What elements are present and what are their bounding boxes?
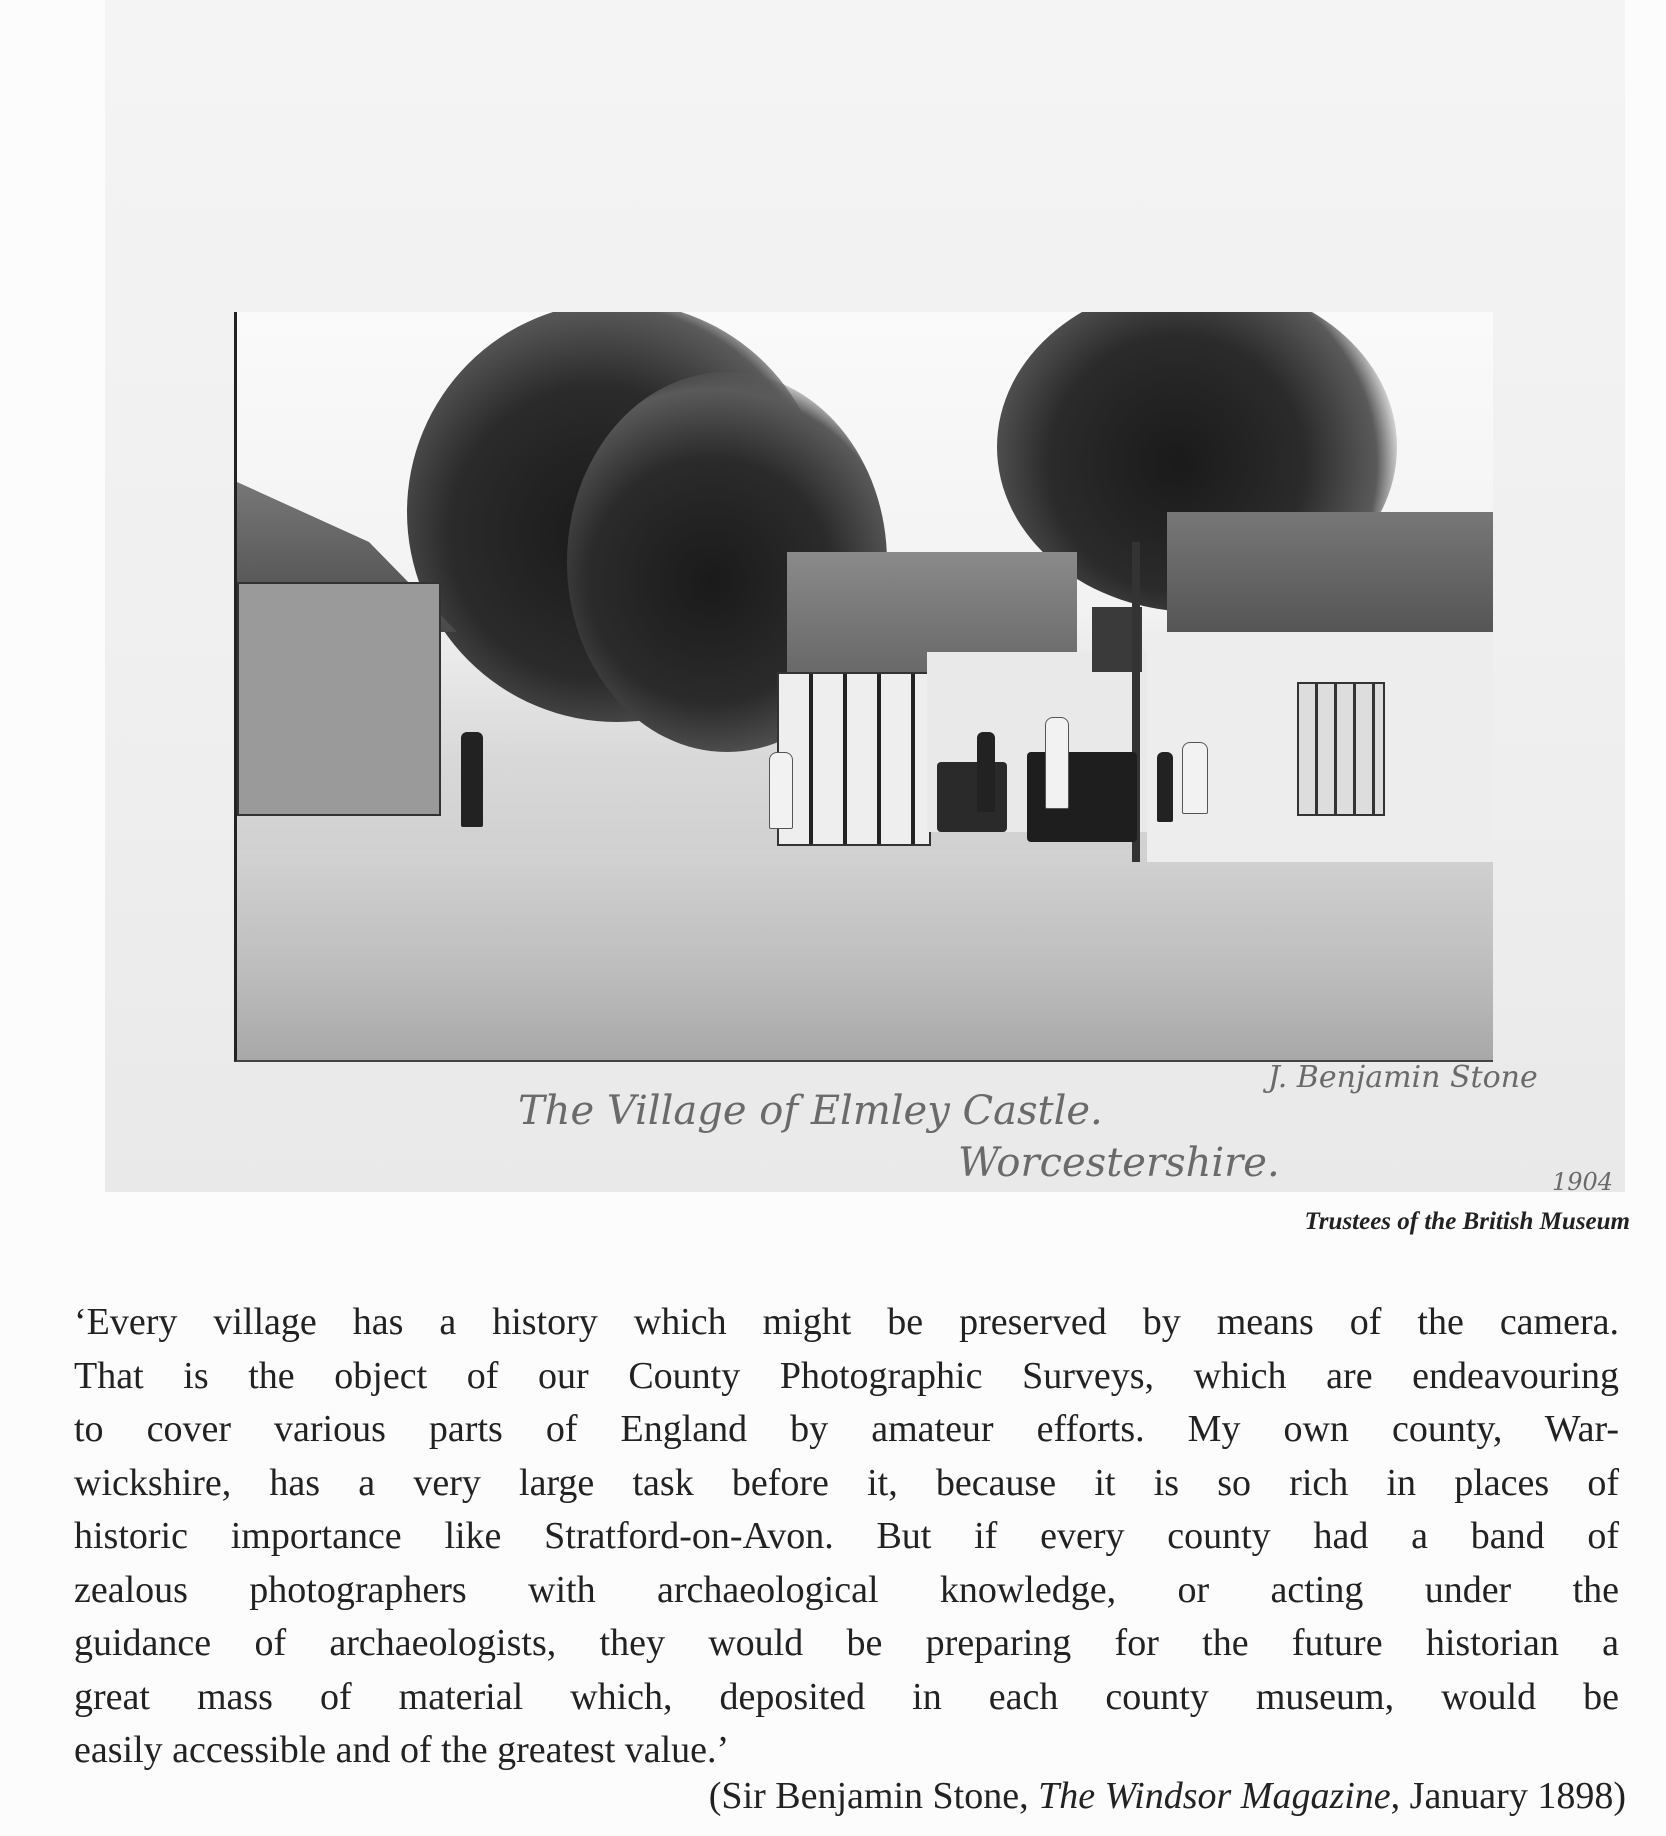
quote-line: to cover various parts of England by amateur efforts. My own county, War- [74,1408,1619,1450]
quote-line: historic importance like Stratford-on-Avon. But if every county had a band of [74,1515,1619,1557]
attribution-source: The Windsor Magazine [1038,1775,1391,1817]
quote-block [74,1296,1619,1778]
girl-figure [769,752,793,829]
child-figure [1157,752,1173,822]
village-photograph [234,312,1493,1062]
cart-right [1027,752,1137,842]
man-figure [461,732,483,827]
quote-line: zealous photographers with archaeological knowledge, or acting under the [74,1568,1619,1611]
photographer-signature: J. Benjamin Stone [1268,1060,1538,1095]
children-group [1182,742,1208,814]
cart-left [937,762,1007,832]
photo-credit: Trustees of the British Museum [1304,1208,1630,1235]
quote-line: That is the object of our County Photographic Surveys, which are endeavouring [74,1354,1619,1397]
quote-line: great mass of material which, deposited in each county museum, would be [74,1675,1619,1718]
boy-figure [977,732,995,812]
quote-line: guidance of archaeologists, they would be preparing for the future historian a [74,1622,1619,1664]
attribution-suffix: , January 1898) [1390,1775,1626,1817]
quote-line: wickshire, has a very large task before it, because it is so rich in places of [74,1461,1619,1504]
quote-line: ‘Every village has a history which might be preserved by means of the camera. [74,1301,1619,1343]
quote-line: easily accessible and of the greatest value.’ [74,1729,730,1771]
inn-roof [1167,512,1493,632]
village-street [237,850,1493,1060]
left-building [237,582,441,816]
girl-by-cart [1045,717,1069,809]
handwritten-title: The Village of Elmley Castle. [518,1088,1103,1134]
timber-cottage [777,672,931,846]
handwritten-year: 1904 [1552,1168,1614,1196]
handwritten-county: Worcestershire. [958,1140,1280,1186]
attribution-prefix: (Sir Benjamin Stone, [708,1775,1039,1817]
quote-attribution [709,1774,1626,1818]
inn-window [1297,682,1385,816]
